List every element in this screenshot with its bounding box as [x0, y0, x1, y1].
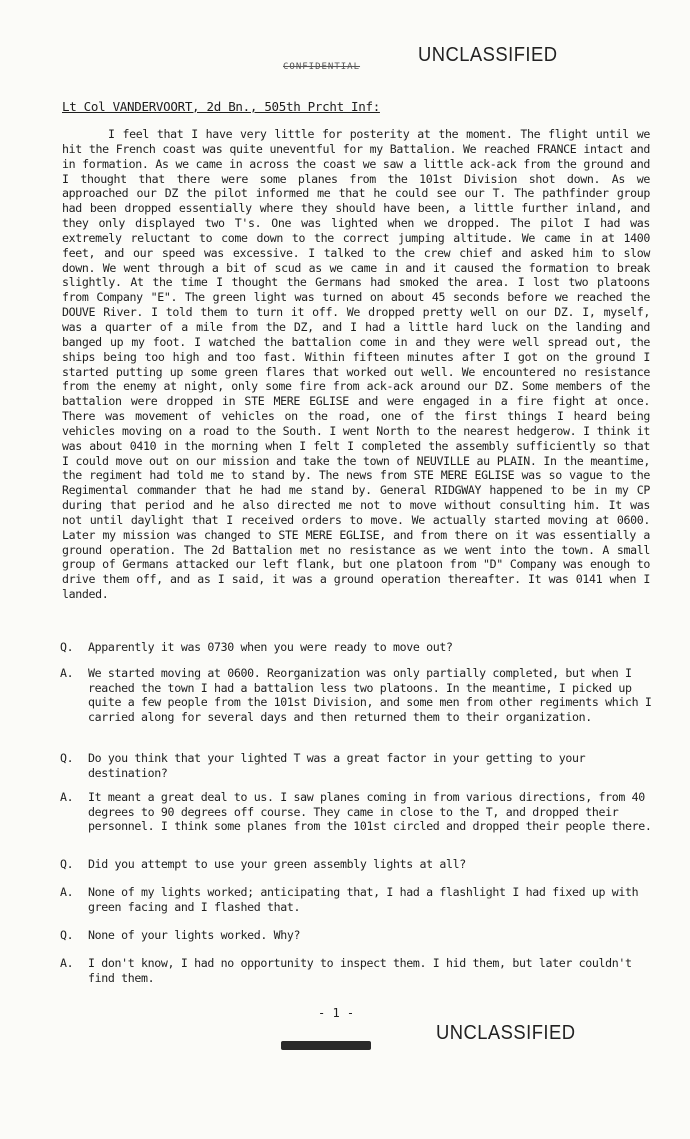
qa-label: Q. — [60, 928, 74, 942]
qa-item — [60, 790, 652, 834]
qa-text: Do you think that your lighted T was a great factor in your getting to your destination? — [88, 751, 586, 780]
classification-stamp-top: UNCLASSIFIED — [418, 44, 558, 66]
qa-label: Q. — [60, 751, 74, 765]
qa-item — [60, 956, 652, 985]
page-number: - 1 - — [318, 1006, 355, 1020]
statement-paragraph: I feel that I have very little for posterity at the moment. The flight until we hit the French coast was quite uneventful for my Battalion. We reached FRANCE intact and in formation. As we came in across the coast we saw a little ack-ack from the ground and I thought that there were some planes from the 101st Division shot down. As we approached our DZ the pilot informed me that he could see our T. The pathfinder group had been dropped essentially where they should have been, a little further inland, and they only displayed two T's. One was lighted when we dropped. The pilot I had was extremely reluctant to come down to the correct jumping altitude. We came in at 1400 feet, and our speed was excessive. I talked to the crew chief and asked him to slow down. We went through a bit of scud as we came in and it caused the formation to break slightly. At the time I thought the Germans had smoked the area. I lost two platoons from Company "E". The green light was turned on about 45 seconds before we reached the DOUVE River. I told them to turn it off. We dropped pretty well on our DZ. I, myself, was a quarter of a mile from the DZ, and I had a little hard luck on the landing and banged up my foot. I watched the battalion come in and they were well spread out, the ships being too high and too fast. Within fifteen minutes after I got on the ground I started putting up some green flares that worked out well. We encountered no resistance from the enemy at night, only some fire from ack-ack around our DZ. Some members of the battalion were dropped in STE MERE EGLISE and were engaged in a fire fight at once. There was movement of vehicles on the road, one of the first things I heard being vehicles moving on a road to the South. I went North to the nearest hedgerow. I think it was about 0410 in the morning when I felt I completed the assembly sufficiently so that I could move out on our mission and take the town of NEUVILLE au PLAIN. In the meantime, the regiment had told me to stand by. The news from STE MERE EGLISE was so vague to the Regimental commander that he had me stand by. General RIDGWAY happened to be in my CP during that period and he also directed me not to move without consulting him. It was not until daylight that I received orders to move. We actually started moving at 0600. Later my mission was changed to STE MERE EGLISE, and from there on it was essentially a ground operation. The 2d Battalion met no resistance as we went into the town. A small group of Germans attacked our left flank, but one platoon from "D" Company was enough to drive them off, and as I said, it was a ground operation thereafter. It was 0141 when I landed. — [62, 127, 650, 602]
qa-label: A. — [60, 956, 74, 970]
qa-text: None of my lights worked; anticipating that, I had a flashlight I had fixed up with green facing and I flashed that. — [88, 885, 639, 914]
qa-item — [60, 751, 652, 780]
qa-text: Did you attempt to use your green assembly lights at all? — [88, 857, 466, 871]
redaction-bar — [281, 1041, 371, 1050]
qa-item — [60, 666, 652, 725]
interviewee-heading: Lt Col VANDERVOORT, 2d Bn., 505th Prcht Inf: — [62, 99, 380, 114]
qa-label: A. — [60, 885, 74, 899]
qa-item — [60, 885, 652, 914]
qa-item — [60, 928, 652, 943]
qa-label: A. — [60, 666, 74, 680]
qa-text: We started moving at 0600. Reorganization was only partially completed, but when I reached the town I had a battalion less two platoons. In the meantime, I picked up quite a few people from the 101st Division, and some men from other regiments which I carried along for several days and then returned them to their organization. — [88, 666, 652, 725]
qa-text: Apparently it was 0730 when you were ready to move out? — [88, 640, 453, 654]
qa-label: Q. — [60, 640, 74, 654]
qa-text: None of your lights worked. Why? — [88, 928, 301, 942]
qa-text: I don't know, I had no opportunity to inspect them. I hid them, but later couldn't find them. — [88, 956, 632, 985]
classification-stamp-bottom: UNCLASSIFIED — [436, 1022, 576, 1044]
qa-item — [60, 857, 652, 872]
qa-item — [60, 640, 652, 655]
confidential-marking-top: CONFIDENTIAL — [283, 62, 361, 72]
qa-label: Q. — [60, 857, 74, 871]
qa-text: It meant a great deal to us. I saw planes coming in from various directions, from 40 degrees to 90 degrees off course. They came in close to the T, and dropped their personnel. I think some planes from the 101st circled and dropped their people there. — [88, 790, 652, 834]
qa-label: A. — [60, 790, 74, 804]
